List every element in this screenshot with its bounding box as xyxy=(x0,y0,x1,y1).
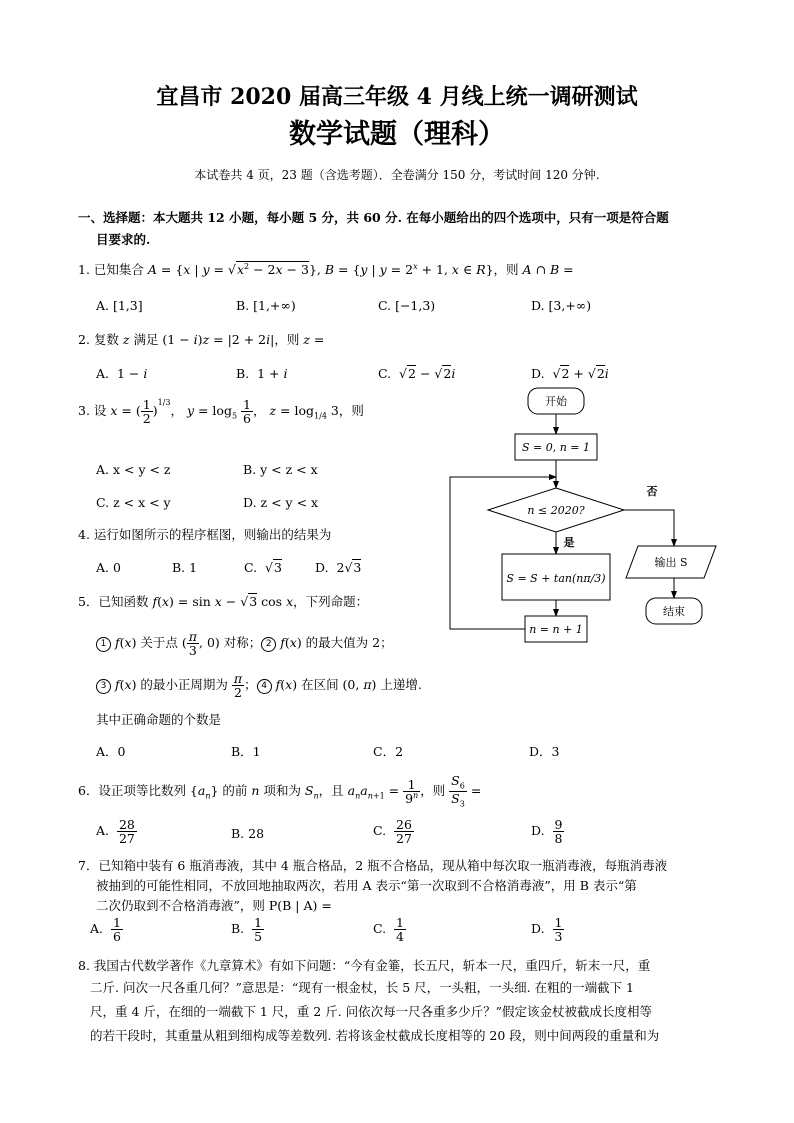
question-8-line3: 尺，重 4 斤，在细的一端截下 1 尺，重 2 斤. 问依次每一尺各重多少斤？”假定该金杖被截成长度相等 xyxy=(90,1004,653,1019)
question-8-line2: 二斤. 问次一尺各重几何？”意思是：“现有一根金杖，长 5 尺，一头粗，一头细. 在粗的一端截下 1 xyxy=(90,980,635,995)
q4-option-c: C. √3 xyxy=(244,560,282,575)
q2-option-a: A. 1 − i xyxy=(96,366,148,381)
question-7-line1: 7．已知箱中装有 6 瓶消毒液，其中 4 瓶合格品，2 瓶不合格品，现从箱中每次取一瓶消毒液，每瓶消毒液 xyxy=(78,858,668,873)
question-7-line2: 被抽到的可能性相同，不放回地抽取两次，若用 A 表示“第一次取到不合格消毒液”，用 B 表示“第 xyxy=(96,878,637,893)
q5-option-a: A．0 xyxy=(96,744,126,759)
question-8-line4: 的若干段时，其重量从粗到细构成等差数列. 若将该金杖截成长度相等的 20 段，则中间两段的重量和为 xyxy=(90,1028,660,1043)
q1-option-a: A. [1,3] xyxy=(96,298,143,313)
q2-option-b: B. 1 + i xyxy=(236,366,288,381)
q5-option-b: B．1 xyxy=(231,744,261,759)
q5-ask: 其中正确命题的个数是 xyxy=(96,712,222,727)
flow-process-label: S = S + tan(nπ/3) xyxy=(506,572,606,585)
question-6-stem: 6．设正项等比数列 $\{a_n\}$ 的前 n 项和为 $S_n$，且 $a_na_{n+1}$ = $\frac{1}{9^n}$ ，则 $\frac{S_6}{S_3}$ = xyxy=(78,773,482,809)
q5-prop-3-4: 3 f(x) 的最小正周期为 $\frac{\pi}{2}$ ； 4 f(x) 在区间 (0, π) 上递增. xyxy=(96,672,422,699)
question-8-line1: 8. 我国古代数学著作《九章算术》有如下问题：“今有金箠，长五尺，斩本一尺，重四斤，斩末一尺，重 xyxy=(78,958,651,973)
flow-output-label: 输出 S xyxy=(654,556,688,569)
q7-option-a: A. $\frac{1}{6}$ xyxy=(90,915,121,945)
question-2-stem: 2. 复数 z 满足 (1 − i)z = |2 + 2i|，则 z = xyxy=(78,332,325,347)
flow-condition-label: n ≤ 2020? xyxy=(527,504,585,517)
flow-end-label: 结束 xyxy=(663,605,685,618)
question-1-stem: 1. 已知集合 A = {x | $y = √x^2 - 2x - 3$}, B = {y | $y = 2^x + 1$, x ∈ R}，则 A ∩ B = xyxy=(78,262,574,278)
q5-option-c: C．2 xyxy=(373,744,404,759)
q1-option-b: B. [1,+∞) xyxy=(236,298,296,313)
flow-start-label: 开始 xyxy=(545,395,567,408)
exam-title: 宜昌市 2020 届高三年级 4 月线上统一调研测试 xyxy=(156,84,638,110)
q2-option-c: C. √2 − √2i xyxy=(378,366,456,381)
q4-option-b: B. 1 xyxy=(172,560,198,575)
section-heading-cont: 目要求的. xyxy=(96,232,151,247)
q6-option-c: C. $\frac{26}{27}$ xyxy=(373,817,412,847)
exam-note: 本试卷共 4 页，23 题（含选考题）．全卷满分 150 分，考试时间 120 分钟. xyxy=(194,168,600,182)
question-3-stem: 3. 设 x = ( $\frac{1}{2}$ )$^{1/3}$， $y = \log_5$ $\frac{1}{6}$ ， $z = \log_{1/4} 3$，则 xyxy=(78,397,364,427)
q7-option-b: B. $\frac{1}{5}$ xyxy=(231,915,263,945)
flow-init-label: S = 0, n = 1 xyxy=(521,441,591,454)
question-7-line3: 二次仍取到不合格消毒液”，则 P(B | A) = xyxy=(96,898,332,913)
q5-prop-1-2: 1 f(x) 关于点 ( $\frac{\pi}{3}$ , 0) 对称； 2 f(x) 的最大值为 2； xyxy=(96,630,393,657)
q6-option-d: D. $\frac{9}{8}$ xyxy=(531,817,563,847)
q5-option-d: D．3 xyxy=(529,744,560,759)
q3-option-b: B. y < z < x xyxy=(243,462,318,477)
q7-option-c: C. $\frac{1}{4}$ xyxy=(373,915,404,945)
q3-option-d: D. z < y < x xyxy=(243,495,319,510)
question-4-stem: 4. 运行如图所示的程序框图，则输出的结果为 xyxy=(78,527,332,542)
flow-yes-label: 是 xyxy=(563,536,575,549)
q6-option-b: B. 28 xyxy=(231,826,265,841)
section-heading: 一、选择题：本大题共 12 小题，每小题 5 分，共 60 分. 在每小题给出的四个选项中，只有一项是符合题 xyxy=(78,210,669,225)
q3-option-c: C. z < x < y xyxy=(96,495,171,510)
exam-subtitle: 数学试题（理科） xyxy=(289,119,505,150)
q6-option-a: A. $\frac{28}{27}$ xyxy=(96,817,135,847)
q3-option-a: A. x < y < z xyxy=(96,462,171,477)
q2-option-d: D. √2 + √2i xyxy=(531,366,609,381)
question-5-stem: 5．已知函数 f(x) = sin x − √3 cos x，下列命题： xyxy=(78,594,369,609)
flow-no-label: 否 xyxy=(646,485,658,498)
flow-increment-label: n = n + 1 xyxy=(529,623,583,636)
program-flowchart xyxy=(440,380,740,660)
q1-option-d: D. [3,+∞) xyxy=(531,298,592,313)
q7-option-d: D. $\frac{1}{3}$ xyxy=(531,915,563,945)
q4-option-a: A. 0 xyxy=(96,560,121,575)
q1-option-c: C. [−1,3) xyxy=(378,298,436,313)
q4-option-d: D. 2√3 xyxy=(315,560,362,575)
